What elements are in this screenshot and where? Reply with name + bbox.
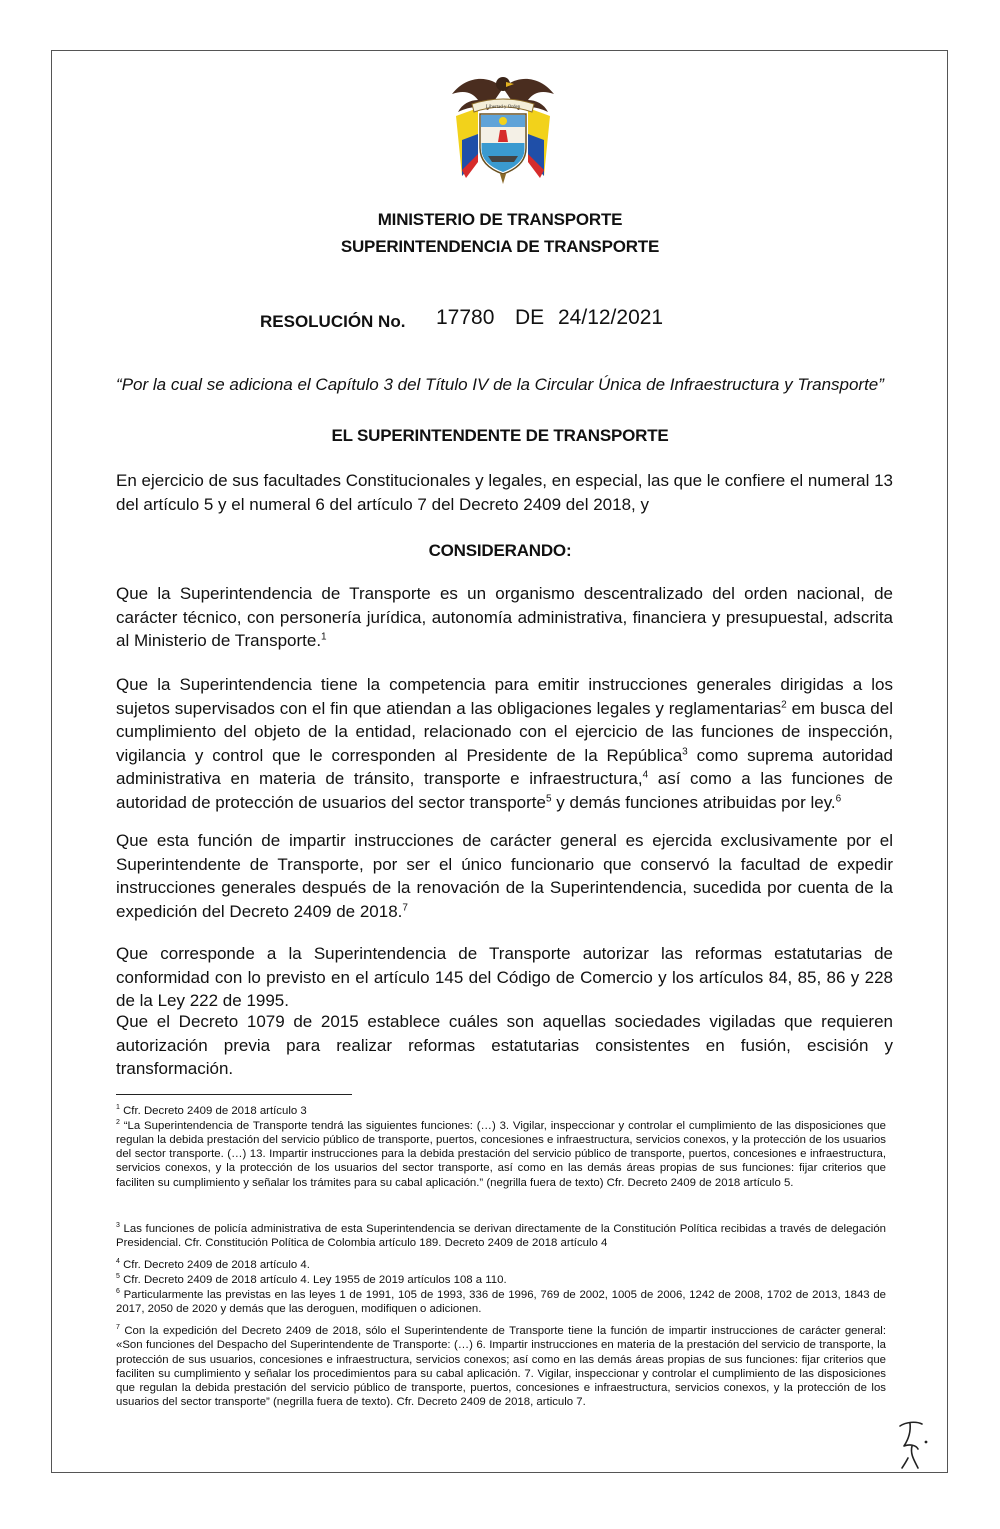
footnote-1 bbox=[116, 1104, 886, 1118]
authority-title: EL SUPERINTENDENTE DE TRANSPORTE bbox=[331, 426, 669, 445]
footnote-number: 3 bbox=[116, 1222, 120, 1230]
paragraph-text: y demás funciones atribuidas por ley. bbox=[551, 792, 836, 812]
footnote-ref: 2 bbox=[781, 698, 787, 710]
footnote-number: 1 bbox=[116, 1104, 120, 1112]
resolution-de: DE bbox=[515, 306, 545, 329]
footnote-7 bbox=[116, 1324, 886, 1410]
footnote-ref: 4 bbox=[642, 769, 649, 781]
resolution-date: 24/12/2021 bbox=[558, 306, 664, 329]
footnote-4 bbox=[116, 1258, 886, 1272]
footnote-ref: 7 bbox=[402, 901, 408, 913]
footnote-5 bbox=[116, 1273, 886, 1287]
considerando-paragraph-5: Que el Decreto 1079 de 2015 establece cuáles son aquellas sociedades vigiladas que requieren autorización previa para realizar reformas estatutarias consistentes en fusión, escisión y transformación. bbox=[116, 1012, 893, 1078]
initials-signature-icon bbox=[896, 1418, 930, 1470]
footnote-ref: 1 bbox=[321, 631, 327, 643]
paragraph-text: Que la Superintendencia tiene la competencia para emitir instrucciones generales dirigidas a los sujetos supervisados con el fin que atiendan a las obligaciones legales y reglamentarias bbox=[116, 675, 893, 718]
footnote-6 bbox=[116, 1288, 886, 1317]
resolution-number: 17780 bbox=[436, 306, 495, 329]
paragraph-text: em busca del cumplimiento del objeto de la entidad, relacionado con el ejercicio de las funciones de inspección, vigilancia y control que le corresponden al Presidente de la República bbox=[116, 698, 893, 765]
footnote-separator bbox=[116, 1094, 352, 1095]
preamble-paragraph: En ejercicio de sus facultades Constitucionales y legales, en especial, las que le confiere el numeral 13 del artículo 5 y el numeral 6 del artículo 7 del Decreto 2409 del 2018, y bbox=[116, 471, 893, 514]
footnote-text: Las funciones de policía administrativa de esta Superintendencia se derivan directamente de la Constitución Política recibidas a través de delegación Presidencial. Cfr. Constitución Política de Colombia artículo 189. Decreto 2409 de 2018 artículo 4 bbox=[116, 1223, 886, 1250]
resolution-subject: “Por la cual se adiciona el Capítulo 3 del Título IV de la Circular Única de Infraestructura y Transporte” bbox=[116, 375, 884, 394]
colombia-coat-of-arms-icon bbox=[448, 66, 558, 188]
footnote-2 bbox=[116, 1119, 886, 1190]
footnote-ref: 5 bbox=[545, 792, 552, 804]
footnote-ref: 6 bbox=[835, 792, 842, 804]
footnote-text: Particularmente las previstas en las leyes 1 de 1991, 105 de 1993, 336 de 1996, 769 de 2002, 1005 de 2006, 1242 de 2008, 1702 de 2013, 1843 de 2017, 2050 de 2020 y demás que las deroguen, modifiquen o adicionen. bbox=[116, 1288, 886, 1315]
footnote-text: Cfr. Decreto 2409 de 2018 artículo 3 bbox=[119, 1105, 307, 1117]
footnote-text: “La Superintendencia de Transporte tendrá las siguientes funciones: (…) 3. Vigilar, inspeccionar y controlar el cumplimiento de las disposiciones que regulan la debida prestación del servicio público de transporte, puertos, concesiones e infraestructura, servicios conexos, y la protección de los usuarios del sector transporte. (…) 13. Impartir instrucciones para la debida prestación del servicio público de transporte, puertos, concesiones e infraestructura, servicios conexos, y la protección de los usuarios del sector transporte, así como en las demás áreas propias de sus funciones: fijar criterios que faciliten su cumplimiento y señalar los trámites para su cabal aplicación.” (negrilla fuera de texto) Cfr. Decreto 2409 de 2018 artículo 5. bbox=[116, 1119, 886, 1189]
footnote-text: Con la expedición del Decreto 2409 de 2018, sólo el Superintendente de Transporte tiene la función de impartir instrucciones de carácter general: «Son funciones del Despacho del Superintendente de Transporte: (…) 6. Impartir instrucciones en materia de la prestación del servicio de transporte, la protección de sus usuarios, concesiones e infraestructura, servicios conexos; así como en las demás áreas propias de sus funciones: fijar criterios que faciliten su cumplimiento y señalar los procedimientos para su cabal aplicación. 7. Vigilar, inspeccionar y controlar el cumplimiento de las disposiciones que regulan la debida prestación del servicio público de transporte, puertos, concesiones e infraestructura, servicios conexos, y la protección de los usuarios del sector transporte” (negrilla fuera de texto). Cfr. Decreto 2409 de 2018, articulo 7. bbox=[116, 1325, 886, 1409]
footnote-3 bbox=[116, 1222, 886, 1251]
paragraph-text: Que esta función de impartir instrucciones de carácter general es ejercida exclusivamente por el Superintendente de Transporte, por ser el único funcionario que conservó la facultad de expedir instrucciones generales después de la renovación de la Superintendencia, sucedida por cuenta de la expedición del Decreto 2409 de 2018. bbox=[116, 831, 893, 921]
footnote-number: 6 bbox=[116, 1287, 120, 1295]
footnote-text: Cfr. Decreto 2409 de 2018 artículo 4. Ley 1955 de 2019 artículos 108 a 110. bbox=[119, 1274, 507, 1286]
paragraph-text: así como a las funciones de autoridad de protección de usuarios del sector transporte bbox=[116, 769, 893, 812]
footnote-text: Cfr. Decreto 2409 de 2018 artículo 4. bbox=[119, 1259, 310, 1271]
considerando-paragraph-4: Que corresponde a la Superintendencia de Transporte autorizar las reformas estatutarias de conformidad con lo previsto en el artículo 145 del Código de Comercio y los artículos 84, 85, 86 y 228 de la Ley 222 de 1995. bbox=[116, 944, 893, 1010]
svg-text:Libertad y Orden: Libertad y Orden bbox=[485, 105, 521, 110]
superintendency-title: SUPERINTENDENCIA DE TRANSPORTE bbox=[340, 237, 660, 256]
paragraph-text: como suprema autoridad administrativa en materia de tránsito, transporte e infraestructura, bbox=[116, 745, 893, 788]
paragraph-text: Que la Superintendencia de Transporte es un organismo descentralizado del orden nacional, de carácter técnico, con personería jurídica, autonomía administrativa, financiera y presupuestal, adscrita al Ministerio de Transporte. bbox=[116, 584, 893, 650]
considerando-paragraph-1 bbox=[116, 582, 893, 653]
ministry-title: MINISTERIO DE TRANSPORTE bbox=[377, 210, 623, 229]
considerando-paragraph-3 bbox=[116, 829, 893, 923]
footnote-ref: 3 bbox=[682, 745, 688, 757]
footnote-number: 5 bbox=[116, 1273, 120, 1281]
considerando-paragraph-2 bbox=[116, 673, 893, 814]
footnote-number: 4 bbox=[116, 1258, 120, 1266]
footnote-number: 2 bbox=[116, 1118, 120, 1126]
considerando-title: CONSIDERANDO: bbox=[428, 541, 572, 560]
footnote-number: 7 bbox=[116, 1324, 120, 1332]
resolution-label: RESOLUCIÓN No. bbox=[260, 312, 406, 331]
